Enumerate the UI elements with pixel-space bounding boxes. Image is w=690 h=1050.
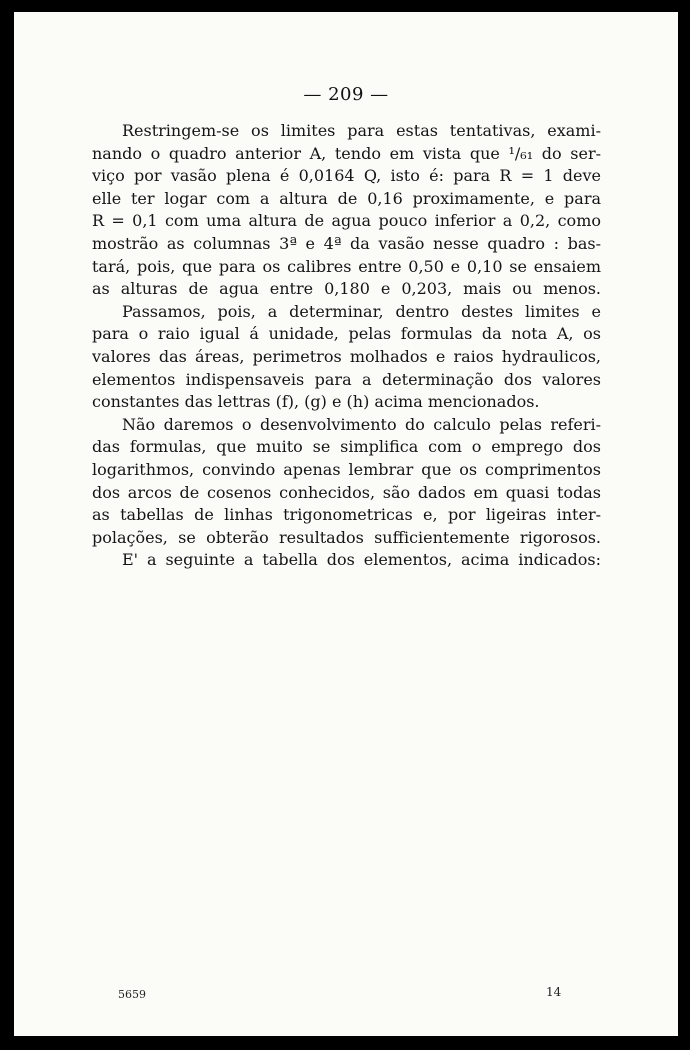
text-line: elementos indispensaveis para a determinação dos valores <box>92 369 601 389</box>
text-line: E' a seguinte a tabella dos elementos, acima indicados: <box>122 550 601 570</box>
text-line: tará, pois, que para os calibres entre 0,50 e 0,10 se ensaiem <box>92 256 601 276</box>
body-text <box>92 120 601 572</box>
text-line: valores das áreas, perimetros molhados e raios hydraulicos, <box>92 346 601 366</box>
text-line: mostrão as columnas 3ª e 4ª da vasão nesse quadro : bas- <box>92 233 601 253</box>
document-page <box>14 12 678 1036</box>
page-number: — 209 — <box>303 84 389 105</box>
text-line: Passamos, pois, a determinar, dentro destes limites e <box>122 301 601 321</box>
text-line: as alturas de agua entre 0,180 e 0,203, mais ou menos. <box>92 279 601 299</box>
text-line: logarithmos, convindo apenas lembrar que os comprimentos <box>92 459 601 479</box>
text-line: dos arcos de cosenos conhecidos, são dados em quasi todas <box>92 482 601 502</box>
paragraph <box>92 301 601 414</box>
text-line: elle ter logar com a altura de 0,16 proximamente, e para <box>92 188 601 208</box>
paragraph <box>92 120 601 301</box>
text-line: constantes das lettras (f), (g) e (h) acima mencionados. <box>92 392 540 412</box>
text-line: das formulas, que muito se simplifica com o emprego dos <box>92 437 601 457</box>
text-line: para o raio igual á unidade, pelas formulas da nota A, os <box>92 324 601 344</box>
printer-signature: 5659 <box>118 988 146 1001</box>
text-line: viço por vasão plena é 0,0164 Q, isto é: para R = 1 deve <box>92 166 601 186</box>
text-line: Restringem-se os limites para estas tentativas, exami- <box>122 121 601 140</box>
text-line: polações, se obterão resultados sufficientemente rigorosos. <box>92 527 601 547</box>
text-line: Não daremos o desenvolvimento do calculo pelas referi- <box>122 414 601 434</box>
gathering-number: 14 <box>546 985 562 999</box>
text-line: as tabellas de linhas trigonometricas e, por ligeiras inter- <box>92 505 601 525</box>
paragraph <box>92 414 601 550</box>
paragraph <box>92 549 601 572</box>
text-line: nando o quadro anterior A, tendo em vista que ¹/₆₁ do ser- <box>92 143 601 163</box>
text-line: R = 0,1 com uma altura de agua pouco inferior a 0,2, como <box>92 211 601 231</box>
